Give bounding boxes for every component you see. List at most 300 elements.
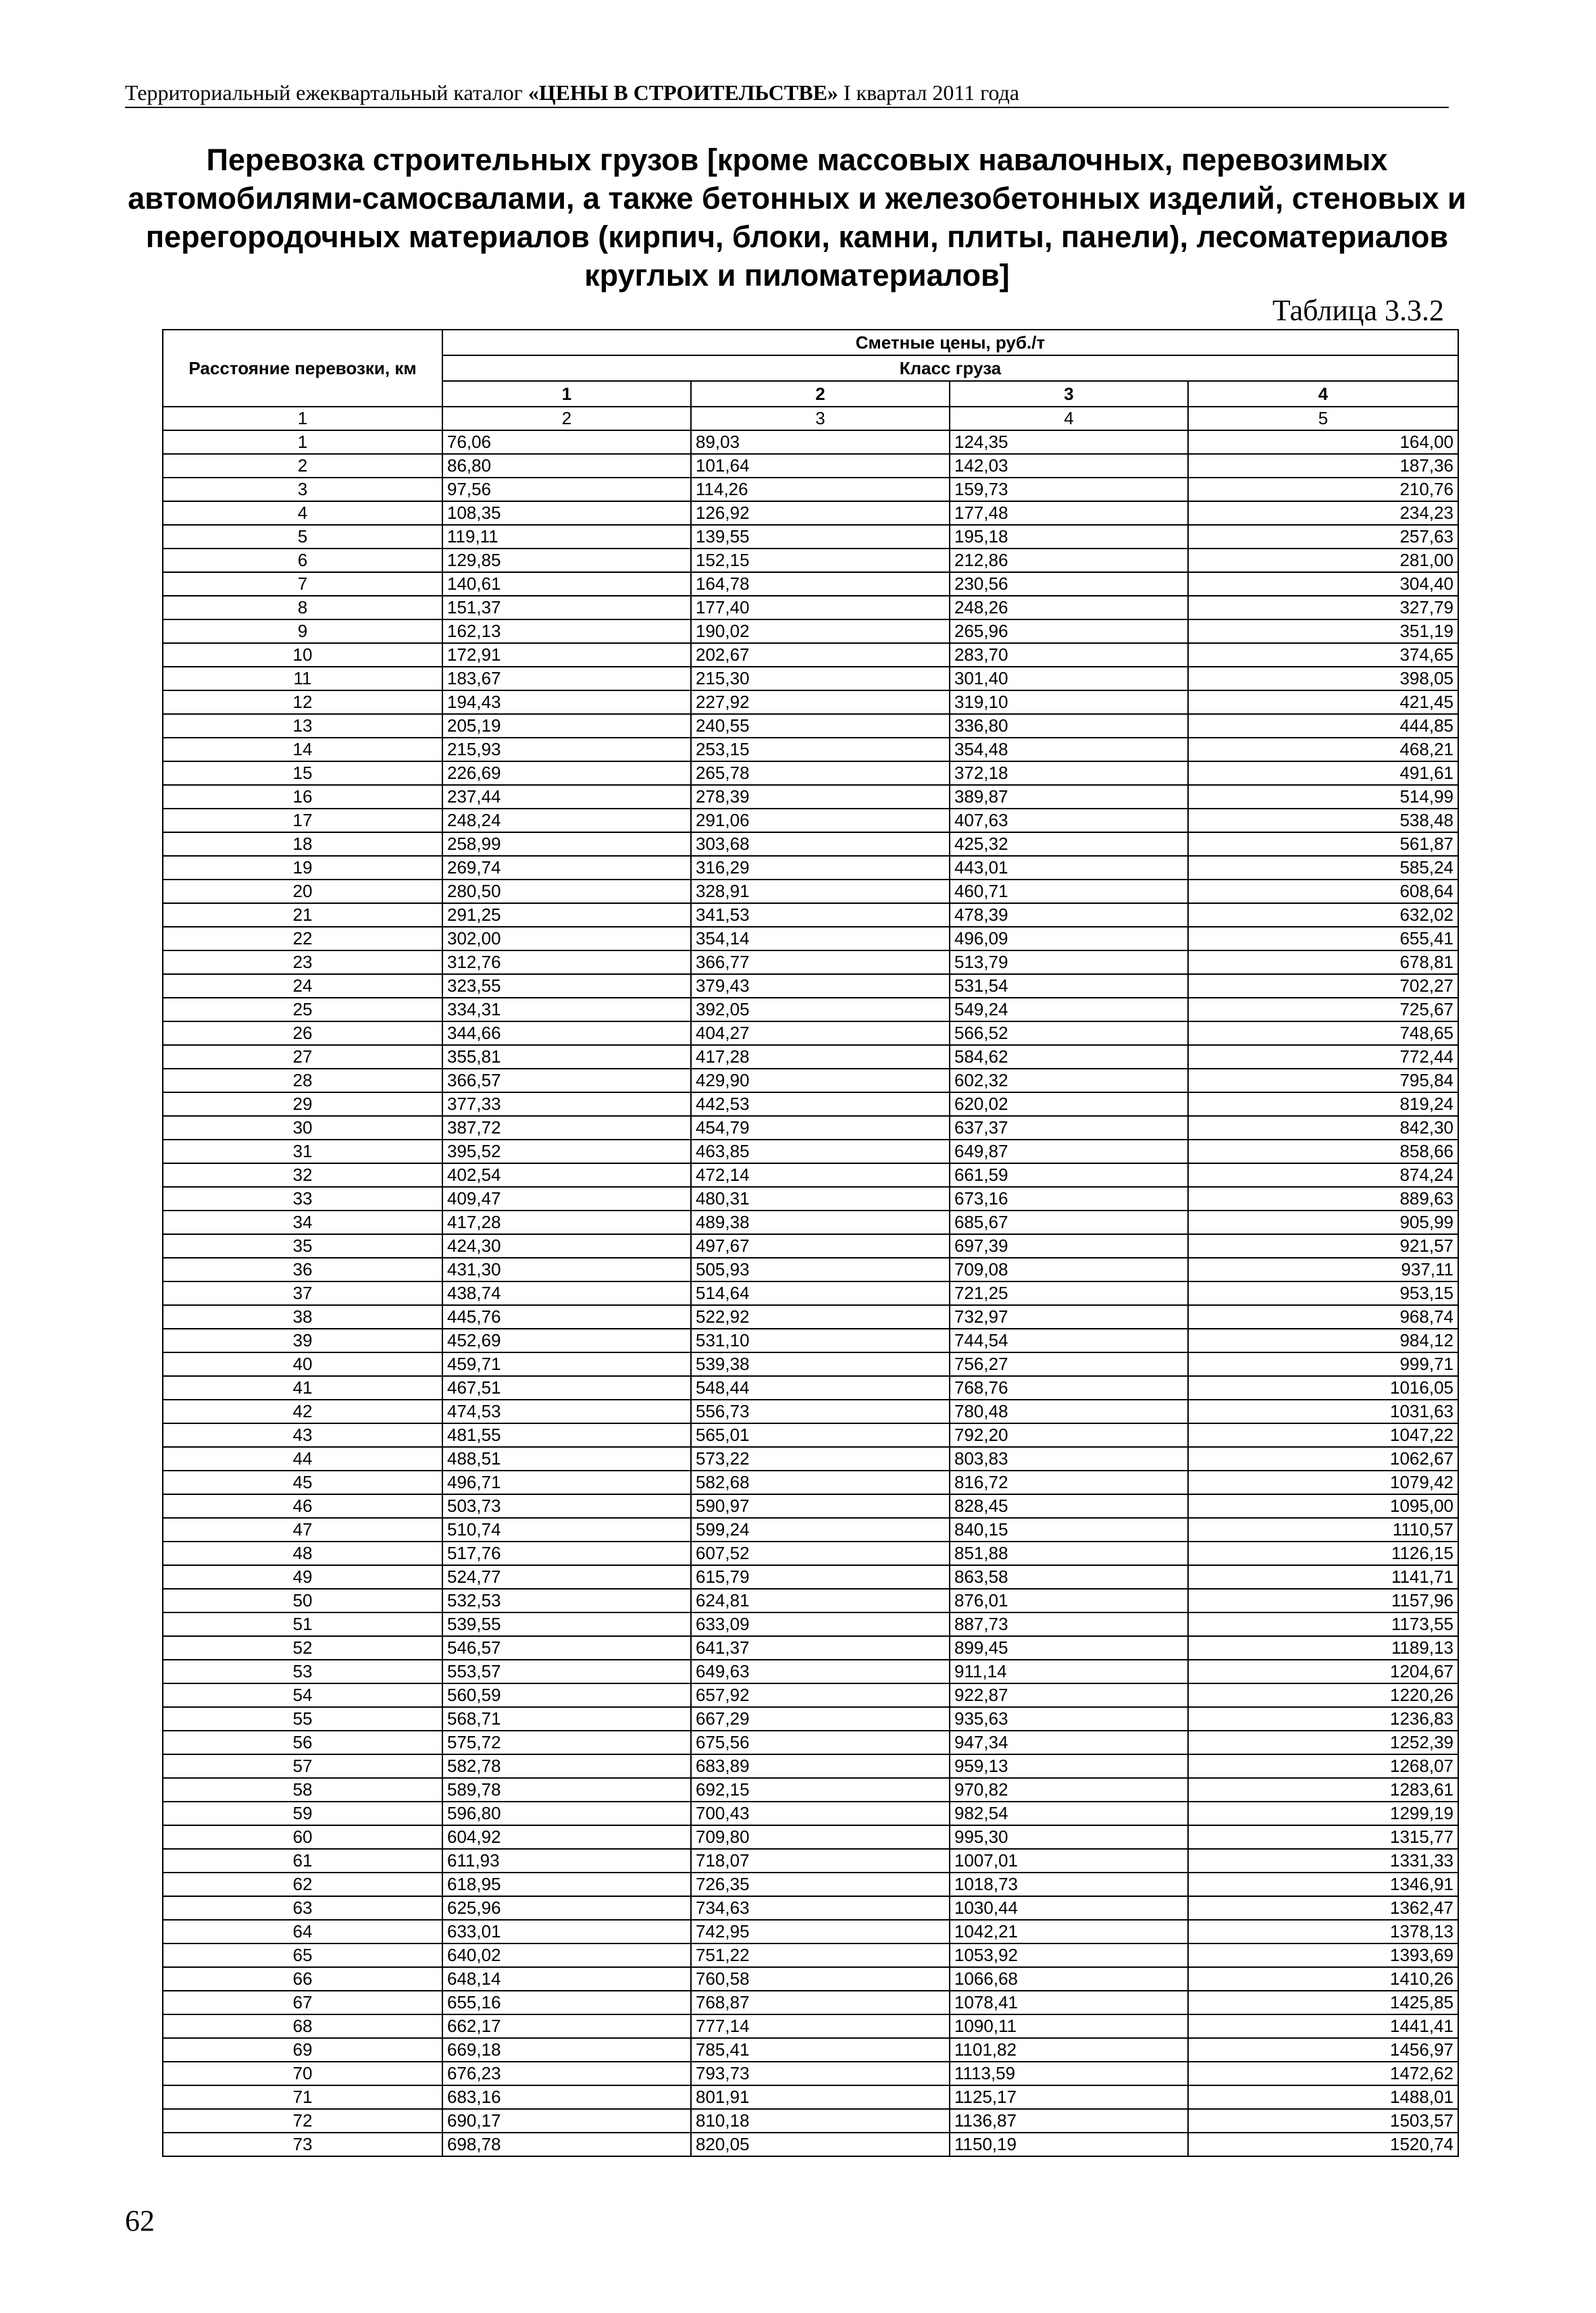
price-class-3-cell: 685,67 (950, 1211, 1188, 1234)
table-row (163, 1542, 1458, 1565)
table-row (163, 1400, 1458, 1423)
distance-cell: 7 (163, 572, 442, 596)
table-row (163, 785, 1458, 809)
price-class-2-cell: 573,22 (691, 1447, 950, 1471)
table-row (163, 619, 1458, 643)
price-class-1-cell: 611,93 (442, 1849, 691, 1873)
distance-cell: 3 (163, 478, 442, 501)
price-class-4-cell: 491,61 (1188, 761, 1458, 785)
price-class-1-cell: 97,56 (442, 478, 691, 501)
price-class-2-cell: 480,31 (691, 1187, 950, 1211)
distance-cell: 72 (163, 2109, 442, 2133)
price-class-4-cell: 1315,77 (1188, 1825, 1458, 1849)
price-class-3-cell: 602,32 (950, 1069, 1188, 1092)
table-row (163, 998, 1458, 1021)
price-class-1-cell: 683,16 (442, 2085, 691, 2109)
price-class-1-cell: 140,61 (442, 572, 691, 596)
distance-cell: 66 (163, 1967, 442, 1991)
price-class-4-cell: 999,71 (1188, 1352, 1458, 1376)
price-class-2-cell: 810,18 (691, 2109, 950, 2133)
price-class-4-cell: 1456,97 (1188, 2038, 1458, 2062)
price-class-2-cell: 404,27 (691, 1021, 950, 1045)
price-class-3-cell: 1113,59 (950, 2062, 1188, 2085)
price-class-1-cell: 532,53 (442, 1589, 691, 1612)
price-class-4-cell: 795,84 (1188, 1069, 1458, 1092)
price-class-2-cell: 522,92 (691, 1305, 950, 1329)
price-class-4-cell: 1220,26 (1188, 1683, 1458, 1707)
price-class-3-cell: 732,97 (950, 1305, 1188, 1329)
price-class-1-cell: 258,99 (442, 832, 691, 856)
price-class-4-cell: 655,41 (1188, 927, 1458, 950)
price-table (162, 329, 1459, 2157)
price-class-3-cell: 887,73 (950, 1612, 1188, 1636)
price-class-3-cell: 319,10 (950, 690, 1188, 714)
table-row (163, 809, 1458, 832)
price-class-1-cell: 76,06 (442, 430, 691, 454)
price-class-3-cell: 922,87 (950, 1683, 1188, 1707)
price-class-2-cell: 548,44 (691, 1376, 950, 1400)
price-class-4-cell: 858,66 (1188, 1140, 1458, 1163)
price-class-1-cell: 510,74 (442, 1518, 691, 1542)
table-row (163, 1045, 1458, 1069)
price-class-1-cell: 662,17 (442, 2014, 691, 2038)
table-row (163, 974, 1458, 998)
distance-cell: 24 (163, 974, 442, 998)
table-row (163, 2109, 1458, 2133)
price-class-4-cell: 632,02 (1188, 903, 1458, 927)
price-class-2-cell: 341,53 (691, 903, 950, 927)
price-class-4-cell: 608,64 (1188, 880, 1458, 903)
price-class-4-cell: 905,99 (1188, 1211, 1458, 1234)
price-class-3-cell: 1090,11 (950, 2014, 1188, 2038)
price-class-1-cell: 237,44 (442, 785, 691, 809)
price-class-3-cell: 1066,68 (950, 1967, 1188, 1991)
distance-cell: 44 (163, 1447, 442, 1471)
price-class-4-cell: 1204,67 (1188, 1660, 1458, 1683)
table-row (163, 1943, 1458, 1967)
table-row (163, 1211, 1458, 1234)
price-class-3-cell: 265,96 (950, 619, 1188, 643)
distance-cell: 53 (163, 1660, 442, 1683)
table-row (163, 1305, 1458, 1329)
price-class-1-cell: 655,16 (442, 1991, 691, 2014)
price-class-4-cell: 304,40 (1188, 572, 1458, 596)
distance-cell: 54 (163, 1683, 442, 1707)
distance-cell: 35 (163, 1234, 442, 1258)
price-class-4-cell: 468,21 (1188, 738, 1458, 761)
price-class-3-cell: 792,20 (950, 1423, 1188, 1447)
price-class-3-cell: 947,34 (950, 1731, 1188, 1754)
distance-cell: 55 (163, 1707, 442, 1731)
price-class-2-cell: 190,02 (691, 619, 950, 643)
distance-cell: 32 (163, 1163, 442, 1187)
price-class-3-cell: 248,26 (950, 596, 1188, 619)
distance-cell: 1 (163, 430, 442, 454)
price-class-3-cell: 549,24 (950, 998, 1188, 1021)
price-class-3-cell: 1018,73 (950, 1873, 1188, 1896)
price-class-4-cell: 937,11 (1188, 1258, 1458, 1281)
distance-cell: 8 (163, 596, 442, 619)
price-class-2-cell: 624,81 (691, 1589, 950, 1612)
price-class-2-cell: 215,30 (691, 667, 950, 690)
distance-cell: 28 (163, 1069, 442, 1092)
price-class-2-cell: 700,43 (691, 1802, 950, 1825)
price-class-3-cell: 935,63 (950, 1707, 1188, 1731)
price-class-3-cell: 425,32 (950, 832, 1188, 856)
price-class-4-cell: 1079,42 (1188, 1471, 1458, 1494)
price-class-2-cell: 531,10 (691, 1329, 950, 1352)
price-class-4-cell: 1173,55 (1188, 1612, 1458, 1636)
table-row (163, 643, 1458, 667)
price-class-2-cell: 760,58 (691, 1967, 950, 1991)
distance-cell: 45 (163, 1471, 442, 1494)
distance-cell: 39 (163, 1329, 442, 1352)
price-class-4-cell: 327,79 (1188, 596, 1458, 619)
price-class-3-cell: 1030,44 (950, 1896, 1188, 1920)
price-class-2-cell: 801,91 (691, 2085, 950, 2109)
price-class-2-cell: 497,67 (691, 1234, 950, 1258)
table-row (163, 525, 1458, 549)
distance-cell: 65 (163, 1943, 442, 1967)
price-class-2-cell: 718,07 (691, 1849, 950, 1873)
price-class-1-cell: 648,14 (442, 1967, 691, 1991)
price-class-3-cell: 721,25 (950, 1281, 1188, 1305)
table-row (163, 2062, 1458, 2085)
distance-cell: 9 (163, 619, 442, 643)
price-class-2-cell: 227,92 (691, 690, 950, 714)
table-row (163, 927, 1458, 950)
distance-cell: 50 (163, 1589, 442, 1612)
price-class-3-cell: 407,63 (950, 809, 1188, 832)
price-class-1-cell: 618,95 (442, 1873, 691, 1896)
price-class-3-cell: 1101,82 (950, 2038, 1188, 2062)
distance-cell: 4 (163, 501, 442, 525)
distance-cell: 10 (163, 643, 442, 667)
distance-cell: 57 (163, 1754, 442, 1778)
price-class-3-cell: 460,71 (950, 880, 1188, 903)
price-class-1-cell: 366,57 (442, 1069, 691, 1092)
price-class-4-cell: 702,27 (1188, 974, 1458, 998)
price-class-4-cell: 1236,83 (1188, 1707, 1458, 1731)
price-class-2-cell: 505,93 (691, 1258, 950, 1281)
table-row (163, 1802, 1458, 1825)
price-class-1-cell: 698,78 (442, 2133, 691, 2156)
price-class-2-cell: 777,14 (691, 2014, 950, 2038)
distance-cell: 71 (163, 2085, 442, 2109)
distance-cell: 61 (163, 1849, 442, 1873)
table-row (163, 1896, 1458, 1920)
price-class-1-cell: 596,80 (442, 1802, 691, 1825)
price-class-4-cell: 1299,19 (1188, 1802, 1458, 1825)
price-class-4-cell: 1410,26 (1188, 1967, 1458, 1991)
distance-cell: 22 (163, 927, 442, 950)
price-class-4-cell: 1331,33 (1188, 1849, 1458, 1873)
price-class-1-cell: 409,47 (442, 1187, 691, 1211)
table-row (163, 880, 1458, 903)
price-class-3-cell: 372,18 (950, 761, 1188, 785)
price-class-4-cell: 1047,22 (1188, 1423, 1458, 1447)
distance-cell: 23 (163, 950, 442, 974)
distance-cell: 70 (163, 2062, 442, 2085)
price-class-4-cell: 1110,57 (1188, 1518, 1458, 1542)
price-class-3-cell: 816,72 (950, 1471, 1188, 1494)
price-class-2-cell: 379,43 (691, 974, 950, 998)
table-row (163, 832, 1458, 856)
header-prefix: Территориальный ежеквартальный каталог (125, 80, 528, 105)
table-body (163, 407, 1458, 2156)
header-catalog: «ЦЕНЫ В СТРОИТЕЛЬСТВЕ» (527, 80, 838, 105)
table-row (163, 1447, 1458, 1471)
distance-cell: 63 (163, 1896, 442, 1920)
price-class-4-cell: 1362,47 (1188, 1896, 1458, 1920)
price-class-3-cell: 531,54 (950, 974, 1188, 998)
price-class-1-cell: 669,18 (442, 2038, 691, 2062)
price-class-4-cell: 819,24 (1188, 1092, 1458, 1116)
distance-cell: 52 (163, 1636, 442, 1660)
price-class-1-cell: 377,33 (442, 1092, 691, 1116)
table-row (163, 2038, 1458, 2062)
price-class-2-cell: 489,38 (691, 1211, 950, 1234)
price-class-2-cell: 820,05 (691, 2133, 950, 2156)
price-class-3-cell: 803,83 (950, 1447, 1188, 1471)
distance-cell: 38 (163, 1305, 442, 1329)
class-label: 1 (442, 381, 691, 407)
price-class-4-cell: 748,65 (1188, 1021, 1458, 1045)
distance-cell: 64 (163, 1920, 442, 1943)
price-class-1-cell: 269,74 (442, 856, 691, 880)
table-row (163, 761, 1458, 785)
price-class-2-cell: 785,41 (691, 2038, 950, 2062)
price-class-3-cell: 649,87 (950, 1140, 1188, 1163)
price-class-1-cell: 424,30 (442, 1234, 691, 1258)
table-row (163, 856, 1458, 880)
distance-cell: 41 (163, 1376, 442, 1400)
price-class-1-cell: 496,71 (442, 1471, 691, 1494)
price-class-3-cell: 177,48 (950, 501, 1188, 525)
price-class-4-cell: 398,05 (1188, 667, 1458, 690)
price-class-3-cell: 863,58 (950, 1565, 1188, 1589)
price-class-3-cell: 142,03 (950, 454, 1188, 478)
price-class-1-cell: 467,51 (442, 1376, 691, 1400)
table-row (163, 1967, 1458, 1991)
price-class-2-cell: 328,91 (691, 880, 950, 903)
price-class-1-cell: 690,17 (442, 2109, 691, 2133)
price-class-2-cell: 657,92 (691, 1683, 950, 1707)
price-class-2-cell: 429,90 (691, 1069, 950, 1092)
price-class-2-cell: 582,68 (691, 1471, 950, 1494)
price-class-3-cell: 159,73 (950, 478, 1188, 501)
distance-cell: 27 (163, 1045, 442, 1069)
price-class-2-cell: 139,55 (691, 525, 950, 549)
price-class-2-cell: 539,38 (691, 1352, 950, 1376)
distance-cell: 14 (163, 738, 442, 761)
price-class-2-cell: 152,15 (691, 549, 950, 572)
price-class-4-cell: 234,23 (1188, 501, 1458, 525)
price-class-3-cell: 478,39 (950, 903, 1188, 927)
distance-cell: 47 (163, 1518, 442, 1542)
distance-cell: 51 (163, 1612, 442, 1636)
price-class-2-cell: 454,79 (691, 1116, 950, 1140)
price-class-3-cell: 970,82 (950, 1778, 1188, 1802)
price-class-3-cell: 661,59 (950, 1163, 1188, 1187)
table-row (163, 1731, 1458, 1754)
price-class-1-cell: 582,78 (442, 1754, 691, 1778)
price-class-2-cell: 316,29 (691, 856, 950, 880)
table-row (163, 1140, 1458, 1163)
distance-cell: 49 (163, 1565, 442, 1589)
table-row (163, 1234, 1458, 1258)
table-row (163, 690, 1458, 714)
price-class-1-cell: 226,69 (442, 761, 691, 785)
price-class-3-cell: 1042,21 (950, 1920, 1188, 1943)
price-class-4-cell: 772,44 (1188, 1045, 1458, 1069)
table-row (163, 430, 1458, 454)
price-class-2-cell: 667,29 (691, 1707, 950, 1731)
price-class-2-cell: 472,14 (691, 1163, 950, 1187)
document-title: Перевозка строительных грузов [кроме массовых навалочных, перевозимых автомобилями-самосвалами, а также бетонных и железобетонных изделий, стеновых и перегородочных материалов (кирпич, блоки, камни, плиты, панели), лесоматериалов круглых и пиломатериалов] (128, 143, 1466, 293)
price-class-3-cell: 840,15 (950, 1518, 1188, 1542)
table-row (163, 1352, 1458, 1376)
price-class-4-cell: 1157,96 (1188, 1589, 1458, 1612)
price-class-3-cell: 1053,92 (950, 1943, 1188, 1967)
price-class-1-cell: 344,66 (442, 1021, 691, 1045)
table-row (163, 1636, 1458, 1660)
distance-cell: 30 (163, 1116, 442, 1140)
price-class-1-cell: 194,43 (442, 690, 691, 714)
price-class-1-cell: 302,00 (442, 927, 691, 950)
price-class-3-cell: 851,88 (950, 1542, 1188, 1565)
price-class-1-cell: 546,57 (442, 1636, 691, 1660)
distance-cell: 2 (163, 454, 442, 478)
price-class-3-cell: 230,56 (950, 572, 1188, 596)
price-class-3-cell: 756,27 (950, 1352, 1188, 1376)
distance-cell: 18 (163, 832, 442, 856)
price-class-4-cell: 1441,41 (1188, 2014, 1458, 2038)
table-row (163, 1565, 1458, 1589)
price-class-4-cell: 538,48 (1188, 809, 1458, 832)
price-class-2-cell: 649,63 (691, 1660, 950, 1683)
price-class-3-cell: 195,18 (950, 525, 1188, 549)
price-class-2-cell: 463,85 (691, 1140, 950, 1163)
table-row (163, 1589, 1458, 1612)
price-class-1-cell: 172,91 (442, 643, 691, 667)
price-class-4-cell: 444,85 (1188, 714, 1458, 738)
distance-cell: 40 (163, 1352, 442, 1376)
price-class-3-cell: 301,40 (950, 667, 1188, 690)
price-class-1-cell: 633,01 (442, 1920, 691, 1943)
table-row (163, 572, 1458, 596)
price-class-3-cell: 876,01 (950, 1589, 1188, 1612)
price-class-1-cell: 445,76 (442, 1305, 691, 1329)
price-class-1-cell: 291,25 (442, 903, 691, 927)
table-row (163, 596, 1458, 619)
table-row (163, 501, 1458, 525)
price-class-1-cell: 108,35 (442, 501, 691, 525)
distance-cell: 46 (163, 1494, 442, 1518)
distance-cell: 68 (163, 2014, 442, 2038)
class-label: 2 (691, 381, 950, 407)
price-class-3-cell: 673,16 (950, 1187, 1188, 1211)
distance-cell: 34 (163, 1211, 442, 1234)
price-class-2-cell: 366,77 (691, 950, 950, 974)
price-class-1-cell: 524,77 (442, 1565, 691, 1589)
price-class-4-cell: 1472,62 (1188, 2062, 1458, 2085)
price-class-4-cell: 1268,07 (1188, 1754, 1458, 1778)
price-class-1-cell: 280,50 (442, 880, 691, 903)
price-class-4-cell: 1425,85 (1188, 1991, 1458, 2014)
table-row (163, 1660, 1458, 1683)
price-class-4-cell: 421,45 (1188, 690, 1458, 714)
price-class-2-cell: 278,39 (691, 785, 950, 809)
distance-cell: 31 (163, 1140, 442, 1163)
price-class-2-cell: 177,40 (691, 596, 950, 619)
price-class-1-cell: 215,93 (442, 738, 691, 761)
price-class-2-cell: 417,28 (691, 1045, 950, 1069)
table-row (163, 1471, 1458, 1494)
distance-cell: 67 (163, 1991, 442, 2014)
price-class-4-cell: 678,81 (1188, 950, 1458, 974)
price-class-1-cell: 474,53 (442, 1400, 691, 1423)
price-class-4-cell: 1488,01 (1188, 2085, 1458, 2109)
price-class-1-cell: 503,73 (442, 1494, 691, 1518)
price-class-2-cell: 392,05 (691, 998, 950, 1021)
table-row (163, 1281, 1458, 1305)
price-class-1-cell: 640,02 (442, 1943, 691, 1967)
distance-cell: 25 (163, 998, 442, 1021)
table-row (163, 1423, 1458, 1447)
price-class-1-cell: 431,30 (442, 1258, 691, 1281)
price-class-3-cell: 443,01 (950, 856, 1188, 880)
distance-cell: 20 (163, 880, 442, 903)
price-class-1-cell: 402,54 (442, 1163, 691, 1187)
distance-cell: 33 (163, 1187, 442, 1211)
price-class-1-cell: 119,11 (442, 525, 691, 549)
price-class-4-cell: 281,00 (1188, 549, 1458, 572)
class-label: 3 (950, 381, 1188, 407)
price-class-2-cell: 768,87 (691, 1991, 950, 2014)
distance-cell: 15 (163, 761, 442, 785)
table-row (163, 1825, 1458, 1849)
running-header (125, 80, 1449, 108)
price-class-4-cell: 953,15 (1188, 1281, 1458, 1305)
price-class-4-cell: 889,63 (1188, 1187, 1458, 1211)
distance-cell: 36 (163, 1258, 442, 1281)
price-class-3-cell: 1078,41 (950, 1991, 1188, 2014)
price-class-2-cell: 607,52 (691, 1542, 950, 1565)
price-class-2-cell: 709,80 (691, 1825, 950, 1849)
price-class-3-cell: 637,37 (950, 1116, 1188, 1140)
column-number: 5 (1188, 407, 1458, 430)
distance-cell: 19 (163, 856, 442, 880)
distance-cell: 48 (163, 1542, 442, 1565)
price-class-4-cell: 1016,05 (1188, 1376, 1458, 1400)
price-class-2-cell: 240,55 (691, 714, 950, 738)
distance-cell: 21 (163, 903, 442, 927)
price-class-4-cell: 921,57 (1188, 1234, 1458, 1258)
price-class-3-cell: 336,80 (950, 714, 1188, 738)
price-class-4-cell: 585,24 (1188, 856, 1458, 880)
price-class-3-cell: 566,52 (950, 1021, 1188, 1045)
table-row (163, 454, 1458, 478)
distance-cell: 56 (163, 1731, 442, 1754)
price-class-2-cell: 291,06 (691, 809, 950, 832)
price-class-4-cell: 1095,00 (1188, 1494, 1458, 1518)
price-class-2-cell: 114,26 (691, 478, 950, 501)
distance-cell: 16 (163, 785, 442, 809)
price-class-4-cell: 1252,39 (1188, 1731, 1458, 1754)
price-class-4-cell: 351,19 (1188, 619, 1458, 643)
distance-header: Расстояние перевозки, км (163, 330, 442, 407)
